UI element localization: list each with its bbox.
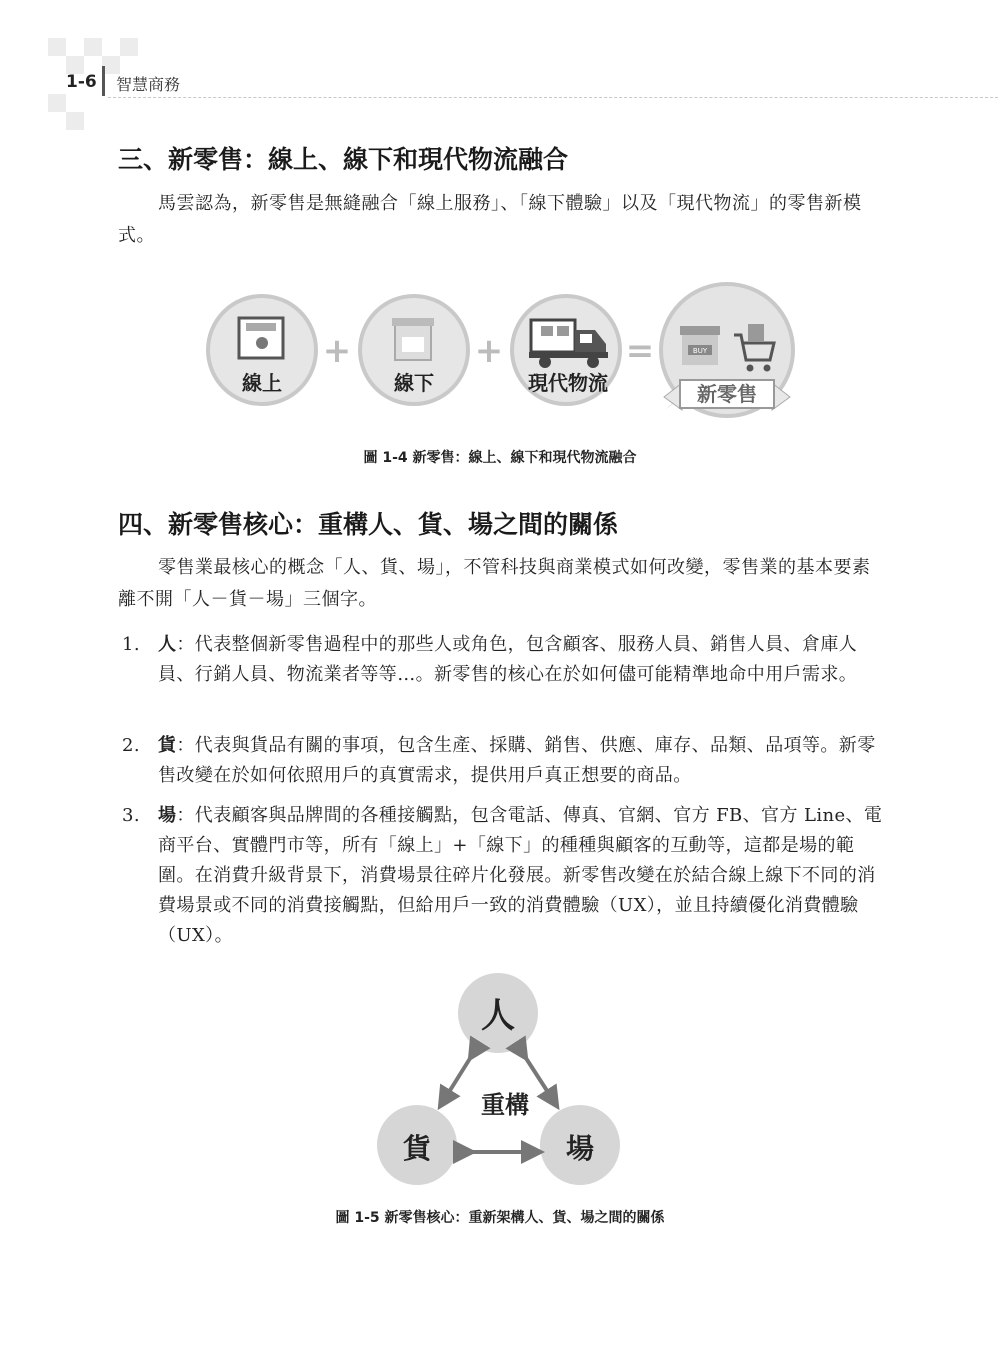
list-term: 場 [158,805,177,826]
new-retail-label: 新零售 [697,382,757,406]
plus-operator-1: + [322,331,352,371]
section-3-heading: 三、新零售：線上、線下和現代物流融合 [118,145,569,174]
new-retail-formula-figure [190,275,820,430]
figure-1-4-caption: 圖 1-4 新零售：線上、線下和現代物流融合 [363,450,637,466]
list-text: ：代表顧客與品牌間的各種接觸點，包含電話、傳真、官網、官方 FB、官方 Line、電商平台、實體門市等，所有「線上」+「線下」的種種與顧客的互動等，這都是場的範圍。在消費升級背景下，消費場景往碎片化發展。新零售改變在於結合線上線下不同的消費場景或不同的消費接觸點，但給用戶一致的消費體驗（UX），並且持續優化消費體驗（UX）。 [158,805,883,946]
people-label: 人 [481,996,515,1036]
logistics-circle [512,296,620,404]
list-number: 2. [122,735,140,756]
figure-1-5-caption: 圖 1-5 新零售核心：重新架構人、貨、場之間的關係 [335,1210,665,1226]
section-3-paragraph: 馬雲認為，新零售是無縫融合「線上服務」、「線下體驗」以及「現代物流」的零售新模式。 [118,193,862,246]
offline-circle [360,296,468,404]
list-item-place [118,801,883,951]
list-number: 1. [122,634,140,655]
list-text: ：代表整個新零售過程中的那些人或角色，包含顧客、服務人員、銷售人員、倉庫人員、行銷人員、物流業者等等…。新零售的核心在於如何儘可能精準地命中用戶需求。 [158,634,858,685]
section-4-heading: 四、新零售核心：重構人、貨、場之間的關係 [118,510,619,539]
page-number: 1-6 [66,72,97,92]
header-divider [102,66,105,96]
place-label: 場 [565,1132,595,1165]
center-label: 重構 [481,1091,529,1119]
people-goods-place-diagram [370,965,630,1195]
list-item-people [118,630,883,690]
list-term: 貨 [158,735,177,756]
store-icon [680,326,720,365]
section-4-paragraph: 零售業最核心的概念「人、貨、場」，不管科技與商業模式如何改變，零售業的基本要素離不開「人－貨－場」三個字。 [118,557,871,610]
buy-label: BUY [692,347,708,355]
header-rule [108,97,998,98]
list-text: ：代表與貨品有關的事項，包含生產、採購、銷售、供應、庫存、品類、品項等。新零售改變在於如何依照用戶的真實需求，提供用戶真正想要的商品。 [158,735,876,786]
logistics-label: 現代物流 [528,371,608,395]
list-number: 3. [122,805,140,826]
equals-operator: = [625,331,655,371]
book-title: 智慧商務 [116,75,181,94]
online-circle [208,296,316,404]
list-item-goods [118,731,883,791]
online-label: 線上 [242,371,282,395]
plus-operator-2: + [474,331,504,371]
offline-label: 線下 [394,371,434,395]
people-goods-arrow [444,1052,474,1100]
list-term: 人 [158,634,177,655]
new-retail-circle [661,284,793,416]
goods-label: 貨 [402,1132,432,1165]
